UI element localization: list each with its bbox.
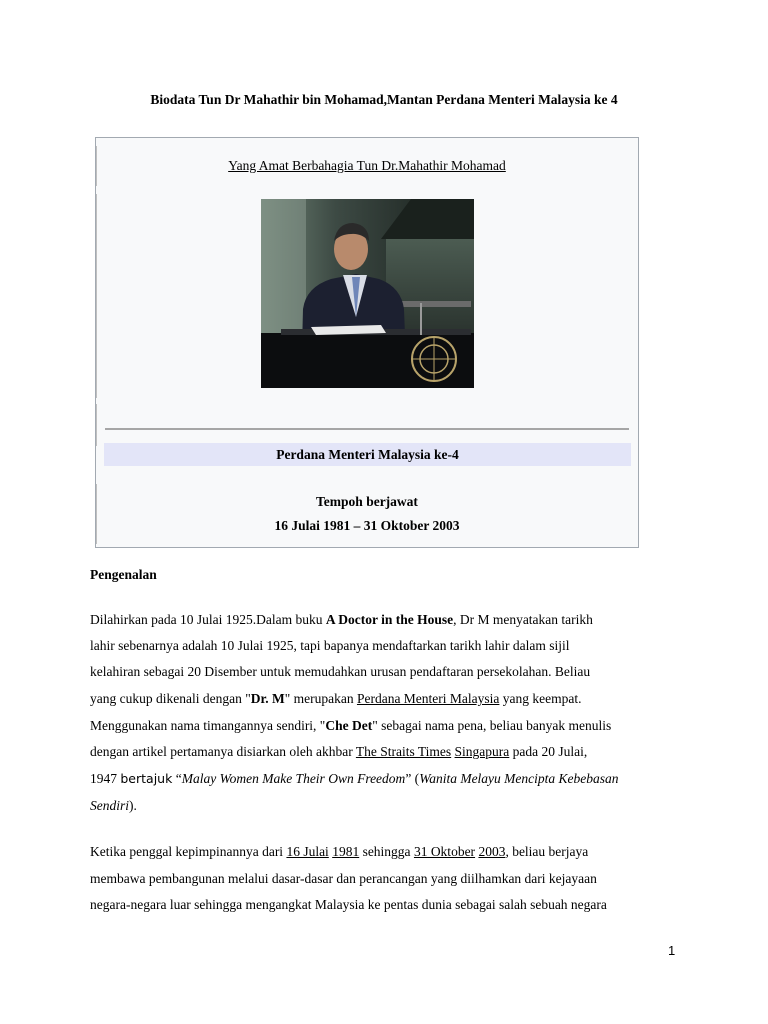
document-title: Biodata Tun Dr Mahathir bin Mohamad,Mantan Perdana Menteri Malaysia ke 4 (150, 92, 618, 107)
section-heading: Pengenalan (90, 567, 157, 582)
pen-name: Che Det (325, 718, 373, 733)
text-run: ). (129, 798, 137, 813)
link-1981[interactable]: 1981 (332, 844, 360, 859)
text-run: 1947 (90, 771, 121, 786)
infobox-heading[interactable]: Yang Amat Berbahagia Tun Dr.Mahathir Mohamad (228, 158, 506, 173)
text-run: yang cukup dikenali dengan " (90, 691, 251, 706)
text-line: negara-negara luar sehingga mengangkat Malaysia ke pentas dunia sebagai salah sebuah negara (90, 897, 607, 912)
text-line (90, 691, 582, 707)
link-perdana-menteri[interactable]: Perdana Menteri Malaysia (356, 691, 500, 706)
link-straits-times[interactable]: The Straits Times (355, 744, 452, 759)
text-line (90, 744, 587, 760)
text-run: , Dr M menyatakan tarikh (453, 612, 593, 627)
text-run: sehingga (359, 844, 414, 859)
text-run: dengan artikel pertamanya disiarkan oleh akhbar (90, 744, 356, 759)
text-run: Ketika penggal kepimpinannya dari (90, 844, 287, 859)
text-run: pada 20 Julai, (509, 744, 588, 759)
tenure-label: Tempoh berjawat (316, 494, 418, 509)
text-line (90, 771, 619, 787)
office-title: Perdana Menteri Malaysia ke-4 (104, 443, 631, 466)
nickname: Dr. M (250, 691, 285, 706)
text-line (90, 798, 137, 814)
page-number: 1 (668, 943, 676, 958)
text-run: " sebagai nama pena, beliau banyak menulis (372, 718, 612, 733)
text-run: bertajuk (120, 771, 173, 786)
portrait-photo (261, 199, 474, 388)
text-line (90, 718, 611, 734)
article-title: Malay Women Make Their Own Freedom (181, 771, 406, 786)
link-singapura[interactable]: Singapura (454, 744, 510, 759)
text-line: kelahiran sebagai 20 Disember untuk memudahkan urusan pendaftaran persekolahan. Beliau (90, 664, 591, 679)
infobox-divider (96, 194, 97, 398)
text-line (90, 844, 588, 860)
text-run: yang keempat. (499, 691, 582, 706)
book-title: A Doctor in the House (325, 612, 454, 627)
text-run: “ (172, 771, 182, 786)
text-line (90, 612, 593, 628)
text-run: ” ( (405, 771, 420, 786)
link-16-julai[interactable]: 16 Julai (286, 844, 329, 859)
link-2003[interactable]: 2003 (478, 844, 506, 859)
text-run: Menggunakan nama timangannya sendiri, " (90, 718, 326, 733)
text-run: " merupakan (284, 691, 357, 706)
text-run: Dilahirkan pada 10 Julai 1925.Dalam buku (90, 612, 326, 627)
infobox-divider (96, 484, 97, 544)
text-run: , beliau berjaya (505, 844, 589, 859)
infobox-separator (105, 428, 629, 430)
portrait-photo-icon (261, 199, 474, 388)
article-title-translation: Wanita Melayu Mencipta Kebebasan (419, 771, 619, 786)
tenure-dates: 16 Julai 1981 – 31 Oktober 2003 (274, 518, 460, 533)
text-line: lahir sebenarnya adalah 10 Julai 1925, tapi bapanya mendaftarkan tarikh lahir dalam sijil (90, 638, 570, 653)
infobox-divider (96, 404, 97, 446)
link-31-oktober[interactable]: 31 Oktober (413, 844, 476, 859)
article-title-translation: Sendiri (90, 798, 129, 813)
infobox (95, 137, 639, 548)
text-line: membawa pembangunan melalui dasar-dasar dan perancangan yang diilhamkan dari kejayaan (90, 871, 597, 886)
